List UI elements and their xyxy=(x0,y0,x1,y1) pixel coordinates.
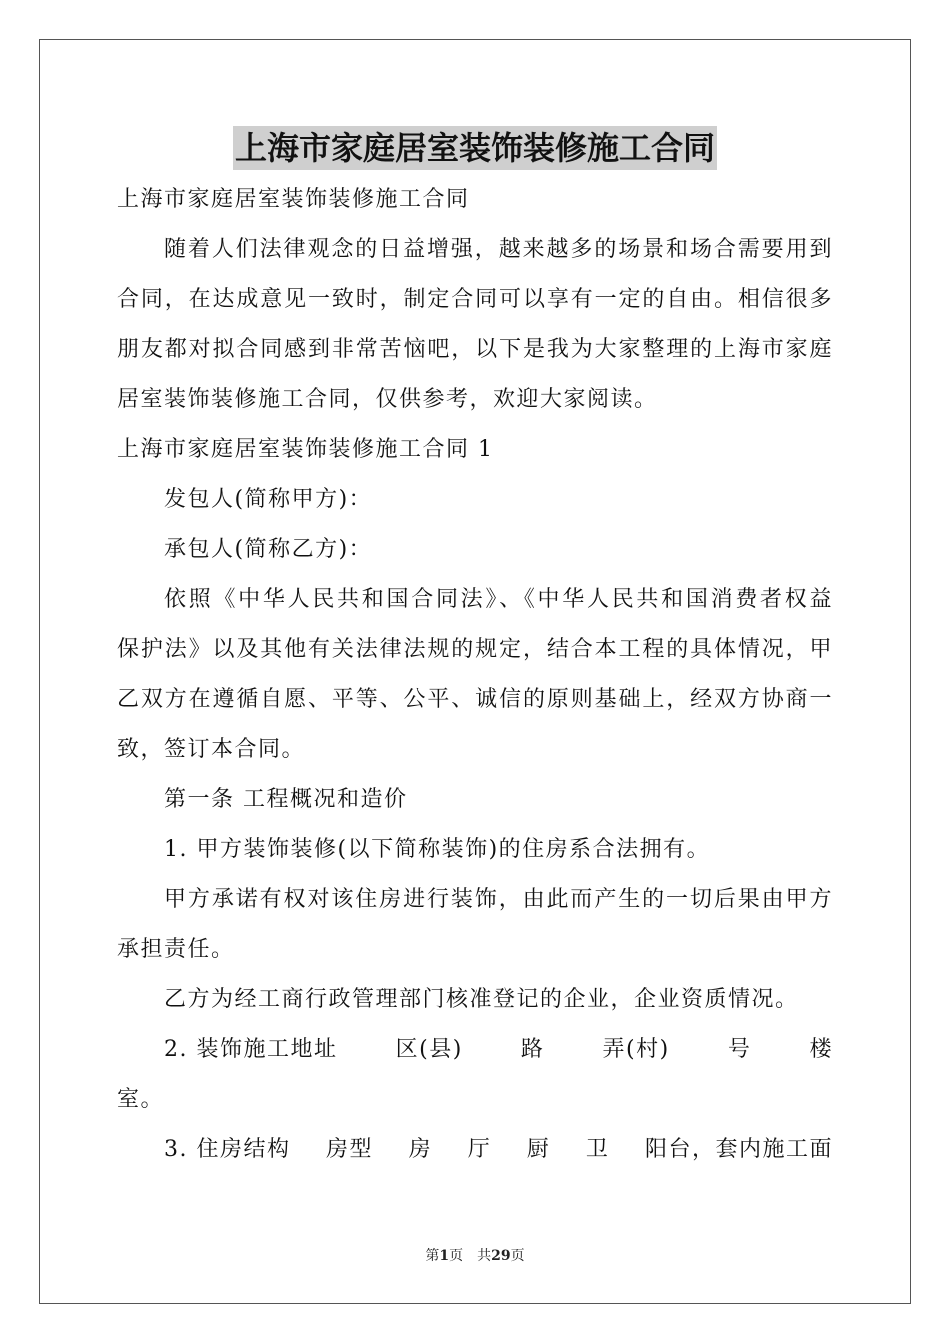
party-b-line: 承包人(简称乙方)： xyxy=(164,537,373,562)
paragraph-line: 居室装饰装修施工合同，仅供参考，欢迎大家阅读。 xyxy=(117,387,658,412)
structure-line xyxy=(117,1125,833,1175)
structure-balcony: 阳台，套内施工面 xyxy=(644,1137,833,1162)
structure-baths: 卫 xyxy=(585,1137,610,1162)
paragraph-line: 依照《中华人民共和国合同法》、《中华人民共和国消费者权益 xyxy=(164,587,833,612)
footer-page-prefix: 第 xyxy=(425,1248,440,1264)
address-label: 2. 装饰施工地址 xyxy=(164,1037,338,1062)
subtitle-line: 上海市家庭居室装饰装修施工合同 xyxy=(117,187,470,212)
footer-total-suffix: 页 xyxy=(510,1248,525,1264)
footer-total-number: 29 xyxy=(491,1248,511,1264)
footer-page-suffix: 页 xyxy=(449,1248,464,1264)
structure-rooms: 房 xyxy=(408,1137,433,1162)
footer-page-number: 1 xyxy=(439,1248,450,1264)
structure-label: 3. 住房结构 xyxy=(164,1137,291,1162)
document-body xyxy=(117,175,833,1175)
paragraph-line: 乙双方在遵循自愿、平等、公平、诚信的原则基础上，经双方协商一 xyxy=(117,687,833,712)
paragraph-line: 随着人们法律观念的日益增强，越来越多的场景和场合需要用到 xyxy=(164,237,833,262)
article-heading: 第一条 工程概况和造价 xyxy=(164,787,408,812)
paragraph-line: 保护法》以及其他有关法律法规的规定，结合本工程的具体情况，甲 xyxy=(117,637,833,662)
address-road: 路 xyxy=(520,1037,545,1062)
paragraph-line: 乙方为经工商行政管理部门核准登记的企业，企业资质情况。 xyxy=(164,987,799,1012)
structure-kitchens: 厨 xyxy=(526,1137,551,1162)
clause-line: 1. 甲方装饰装修(以下简称装饰)的住房系合法拥有。 xyxy=(164,837,711,862)
structure-halls: 厅 xyxy=(467,1137,492,1162)
address-district: 区(县) xyxy=(395,1037,463,1062)
paragraph-line: 甲方承诺有权对该住房进行装饰，由此而产生的一切后果由甲方 xyxy=(164,887,833,912)
paragraph-line: 朋友都对拟合同感到非常苦恼吧，以下是我为大家整理的上海市家庭 xyxy=(117,337,833,362)
address-number: 号 xyxy=(727,1037,752,1062)
paragraph-line: 致，签订本合同。 xyxy=(117,737,306,762)
address-building: 楼 xyxy=(809,1037,833,1062)
paragraph-line: 承担责任。 xyxy=(117,937,235,962)
page-footer xyxy=(0,1246,950,1266)
footer-total-prefix: 共 xyxy=(477,1248,492,1264)
paragraph-line: 合同，在达成意见一致时，制定合同可以享有一定的自由。相信很多 xyxy=(117,287,833,312)
address-lane: 弄(村) xyxy=(602,1037,670,1062)
party-a-line: 发包人(简称甲方)： xyxy=(164,487,373,512)
address-continuation: 室。 xyxy=(117,1087,165,1112)
document-title: 上海市家庭居室装饰装修施工合同 xyxy=(233,126,717,170)
title-container xyxy=(0,126,950,170)
section-heading: 上海市家庭居室装饰装修施工合同 1 xyxy=(117,437,494,462)
address-line xyxy=(117,1025,833,1075)
structure-type: 房型 xyxy=(326,1137,374,1162)
